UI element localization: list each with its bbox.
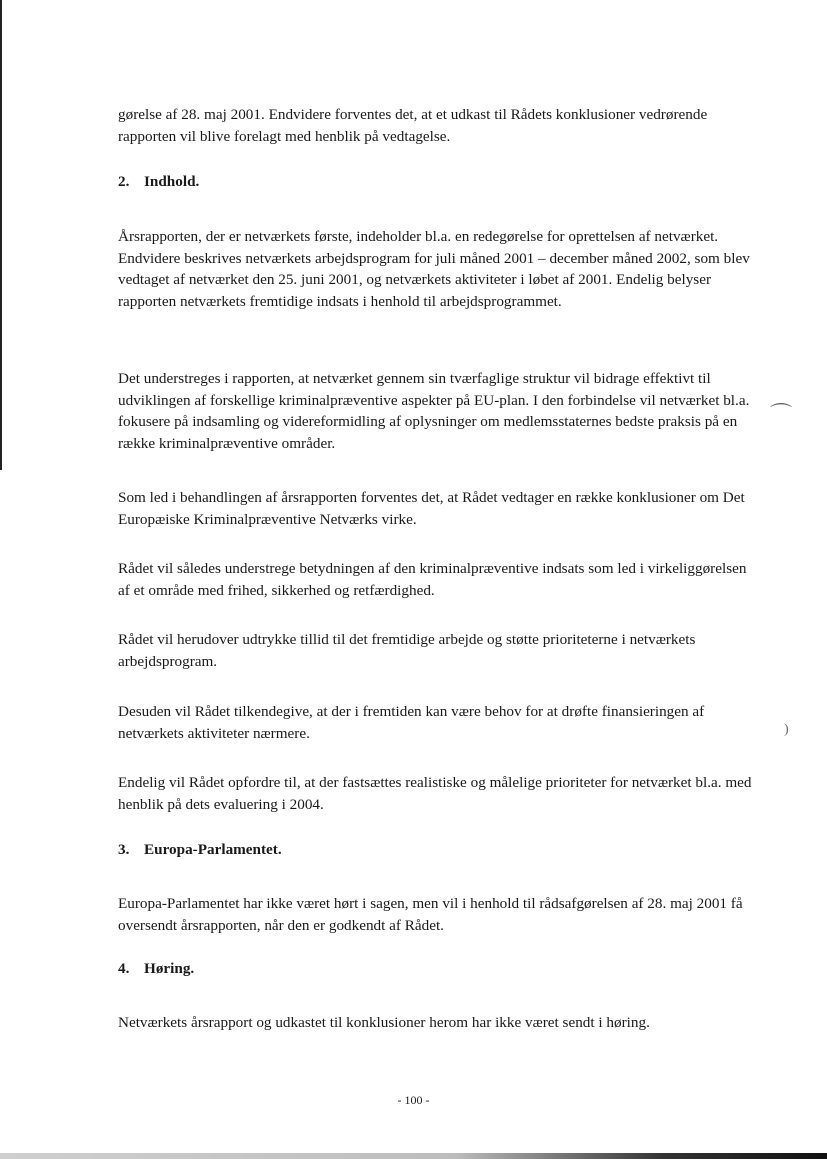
paragraph-intro: gørelse af 28. maj 2001. Endvidere forventes det, at et udkast til Rådets konklusioner vedrørende rapporten vil blive forelagt med henblik på vedtagelse. <box>118 106 708 145</box>
scan-edge-line <box>0 0 2 470</box>
section-heading-indhold <box>118 173 199 191</box>
section-number: 2. <box>118 173 130 190</box>
paragraph-hoering: Netværkets årsrapport og udkastet til konklusioner herom har ikke været sendt i høring. <box>118 1014 650 1031</box>
scan-bottom-edge <box>0 1153 827 1159</box>
paragraph-tillid: Rådet vil herudover udtrykke tillid til det fremtidige arbejde og støtte prioriteterne i netværkets arbejdsprogram. <box>118 631 696 670</box>
paragraph-betydning: Rådet vil således understrege betydningen af den kriminalpræventive indsats som led i virkeliggørelsen af et område med frihed, sikkerhed og retfærdighed. <box>118 560 747 599</box>
section-heading-europa-parlamentet <box>118 841 282 859</box>
paragraph-parlamentet: Europa-Parlamentet har ikke været hørt i sagen, men vil i henhold til rådsafgørelsen af 28. maj 2001 få oversendt årsrapporten, når den er godkendt af Rådet. <box>118 895 743 934</box>
section-title: Europa-Parlamentet. <box>144 841 282 858</box>
paragraph-behandling: Som led i behandlingen af årsrapporten forventes det, at Rådet vedtager en række konklusioner om Det Europæiske Kriminalpræventive Netværks virke. <box>118 489 745 528</box>
page-number: - 100 - <box>397 1093 430 1107</box>
scan-mark: ) <box>784 722 789 737</box>
section-title: Høring. <box>144 960 195 977</box>
section-number: 4. <box>118 960 130 977</box>
paragraph-understreges: Det understreges i rapporten, at netværket gennem sin tværfaglige struktur vil bidrage effektivt til udviklingen af forskellige kriminalpræventive aspekter på EU-plan. I den forbindelse vil netværket bl.a. fokusere på indsamling og videreformidling af oplysninger om medlemsstaternes bedste praksis på en række kriminalpræventive områder. <box>118 370 750 452</box>
paragraph-aarsrapport: Årsrapporten, der er netværkets første, indeholder bl.a. en redegørelse for oprettelsen af netværket. Endvidere beskrives netværkets arbejdsprogram for juli måned 2001 – december måned 2002, som blev vedtaget af netværket den 25. juni 2001, og netværkets aktiviteter i løbet af 2001. Endelig belyser rapporten netværkets fremtidige indsats i henhold til arbejdsprogrammet. <box>118 228 750 310</box>
section-heading-hoering <box>118 960 194 978</box>
scan-mark: ⌒ <box>770 402 793 427</box>
section-number: 3. <box>118 841 130 858</box>
paragraph-finansiering: Desuden vil Rådet tilkendegive, at der i fremtiden kan være behov for at drøfte finansieringen af netværkets aktiviteter nærmere. <box>118 703 705 742</box>
section-title: Indhold. <box>144 173 200 190</box>
paragraph-prioriteter: Endelig vil Rådet opfordre til, at der fastsættes realistiske og målelige prioriteter for netværket bl.a. med henblik på dets evaluering i 2004. <box>118 774 752 813</box>
